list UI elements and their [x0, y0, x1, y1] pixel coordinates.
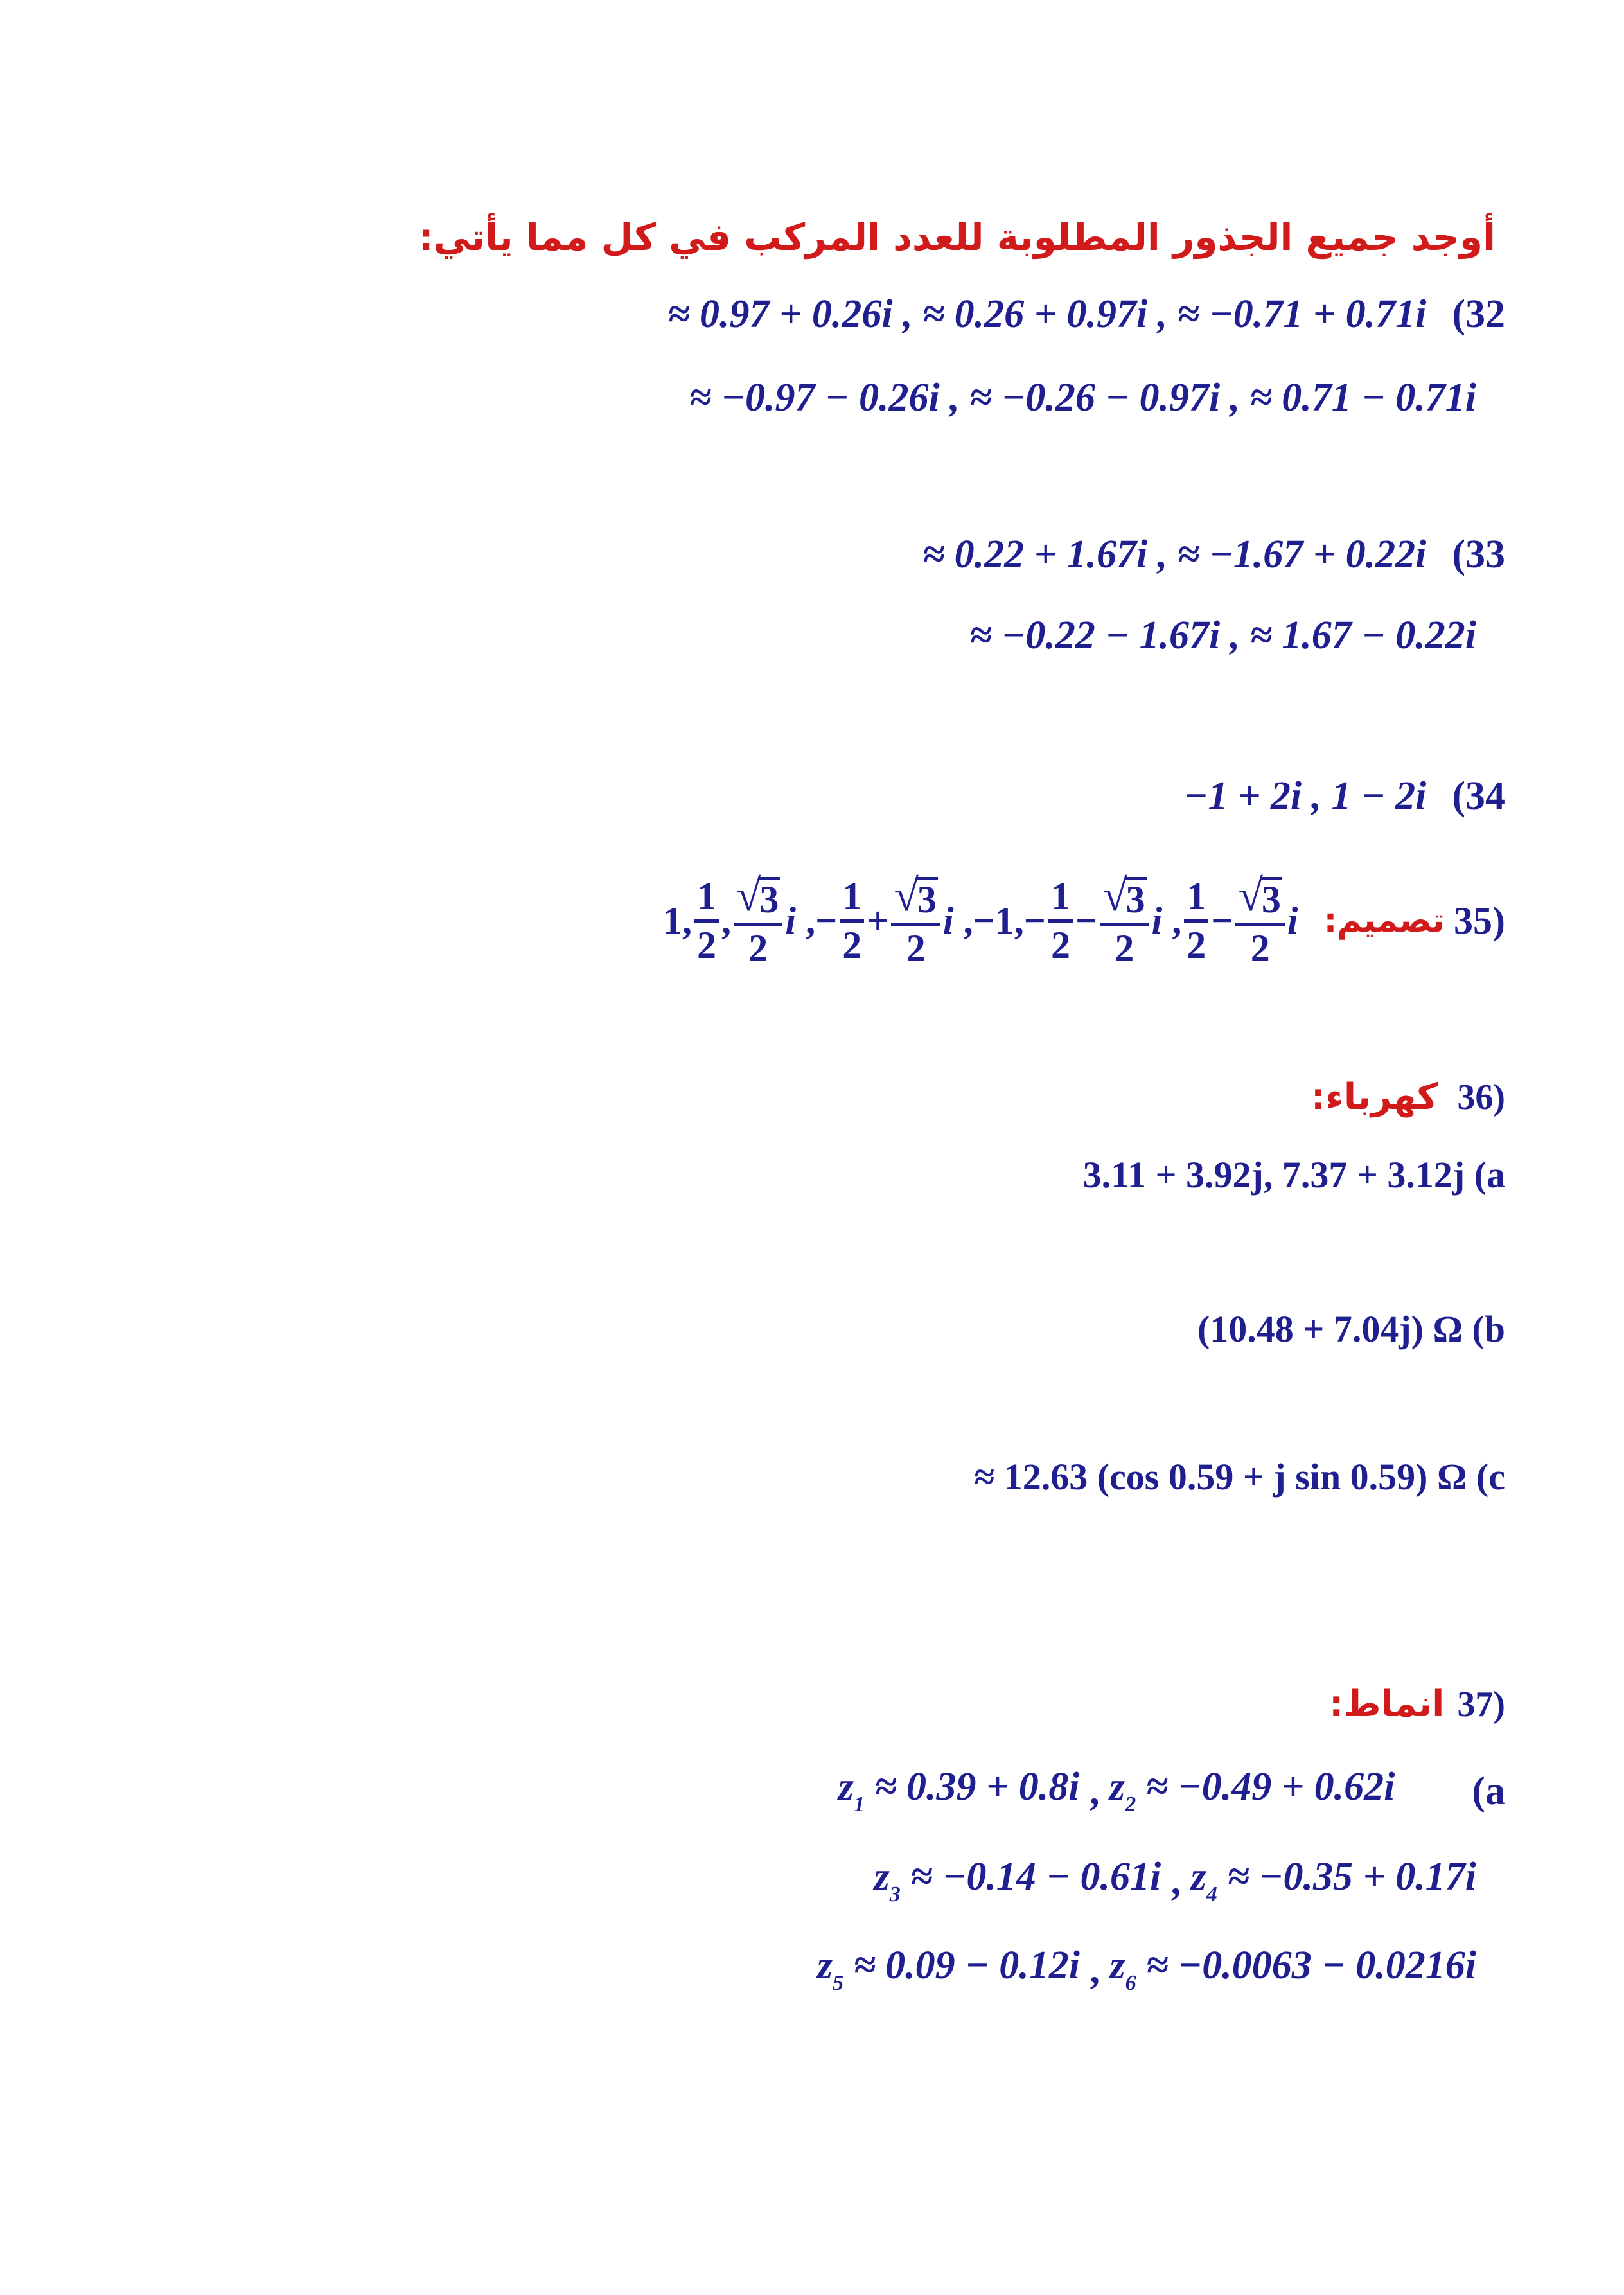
fraction: √ 3 2: [1100, 874, 1149, 968]
q35-answers: 1 , $\frac{1}{2}$ , √ 3 2 i ,− $\frac{1}{2}$ + √ 3 2 i , −1 ,− $\frac{1}{2}$ − √ 3 2 i , $\frac{1}{2}$ − √ 3 2 i: [662, 871, 1298, 970]
q33-answers-2: ≈ −0.22 − 1.67i , ≈ 1.67 − 0.22i: [969, 614, 1476, 657]
question-37-a-line-3: $z_5 \approx 0.09 - 0.12i$ , $z_6 \approx -0.0063 - 0.0216i$: [816, 1944, 1476, 1995]
q37-part-a: (a: [1472, 1769, 1505, 1813]
question-34: [1184, 776, 1505, 816]
question-37-a-line-1: $z_1 \approx 0.39 + 0.8i$ , $z_2 \approx -0.49 + 0.62i$ (a: [838, 1765, 1505, 1816]
q32-answers-1: ≈ 0.97 + 0.26i , ≈ 0.26 + 0.97i , ≈ −0.71 + 0.71i: [667, 292, 1427, 336]
q36-label: كهرباء:: [1311, 1076, 1438, 1118]
question-36-b: [1197, 1308, 1505, 1350]
question-33-line-2: [969, 616, 1476, 655]
page-heading: أوجد جميع الجذور المطلوبة للعدد المركب في كل مما يأتي:: [418, 215, 1496, 259]
q34-number: (34: [1452, 774, 1505, 818]
z5: $z_5 \approx 0.09 - 0.12i$: [816, 1944, 1080, 1995]
q36-b-answer: (10.48 + 7.04j) Ω (b: [1197, 1308, 1505, 1350]
z6: $z_6 \approx -0.0063 - 0.0216i$: [1109, 1944, 1476, 1995]
q34-answers: −1 + 2i , 1 − 2i: [1183, 774, 1427, 818]
fraction: √ 3 2: [734, 874, 782, 968]
q36-a-answer: 3.11 + 3.92j, 7.37 + 3.12j (a: [1082, 1154, 1505, 1196]
question-37-a-line-2: $z_3 \approx -0.14 - 0.61i$ , $z_4 \approx -0.35 + 0.17i$: [874, 1855, 1476, 1906]
question-32-line-1: [668, 294, 1505, 334]
fraction: $\frac{1}{2}$: [1184, 877, 1208, 964]
question-35: [662, 871, 1505, 970]
fraction: √ 3 2: [891, 874, 940, 968]
q37-number: 37): [1457, 1685, 1505, 1724]
fraction: √ 3 2: [1235, 874, 1284, 968]
q35-number: 35): [1454, 899, 1505, 942]
z1: $z_1 \approx 0.39 + 0.8i$: [838, 1765, 1080, 1816]
z2: $z_2 \approx -0.49 + 0.62i$: [1109, 1765, 1395, 1816]
q36-c-answer: ≈ 12.63 (cos 0.59 + j sin 0.59) Ω (c: [974, 1456, 1505, 1498]
q32-answers-2: ≈ −0.97 − 0.26i , ≈ −0.26 − 0.97i , ≈ 0.71 − 0.71i: [689, 376, 1476, 420]
question-36-c: [974, 1458, 1505, 1496]
fraction: $\frac{1}{2}$: [840, 877, 864, 964]
fraction: $\frac{1}{2}$: [694, 877, 719, 964]
q33-answers-1: ≈ 0.22 + 1.67i , ≈ −1.67 + 0.22i: [922, 533, 1427, 576]
question-36-a: [1083, 1156, 1505, 1194]
q37-label: انماط:: [1328, 1683, 1445, 1725]
fraction: $\frac{1}{2}$: [1048, 877, 1073, 964]
z3: $z_3 \approx -0.14 - 0.61i$: [874, 1855, 1161, 1906]
q36-number: 36): [1457, 1077, 1505, 1117]
q32-number: (32: [1452, 292, 1505, 336]
q33-number: (33: [1452, 533, 1505, 576]
question-33-line-1: [922, 535, 1505, 574]
z4: $z_4 \approx -0.35 + 0.17i$: [1190, 1855, 1476, 1906]
question-36-heading: [1311, 1076, 1505, 1118]
question-37-heading: [1328, 1683, 1505, 1725]
question-32-line-2: [689, 378, 1476, 418]
q35-label: تصميم:: [1323, 901, 1445, 940]
